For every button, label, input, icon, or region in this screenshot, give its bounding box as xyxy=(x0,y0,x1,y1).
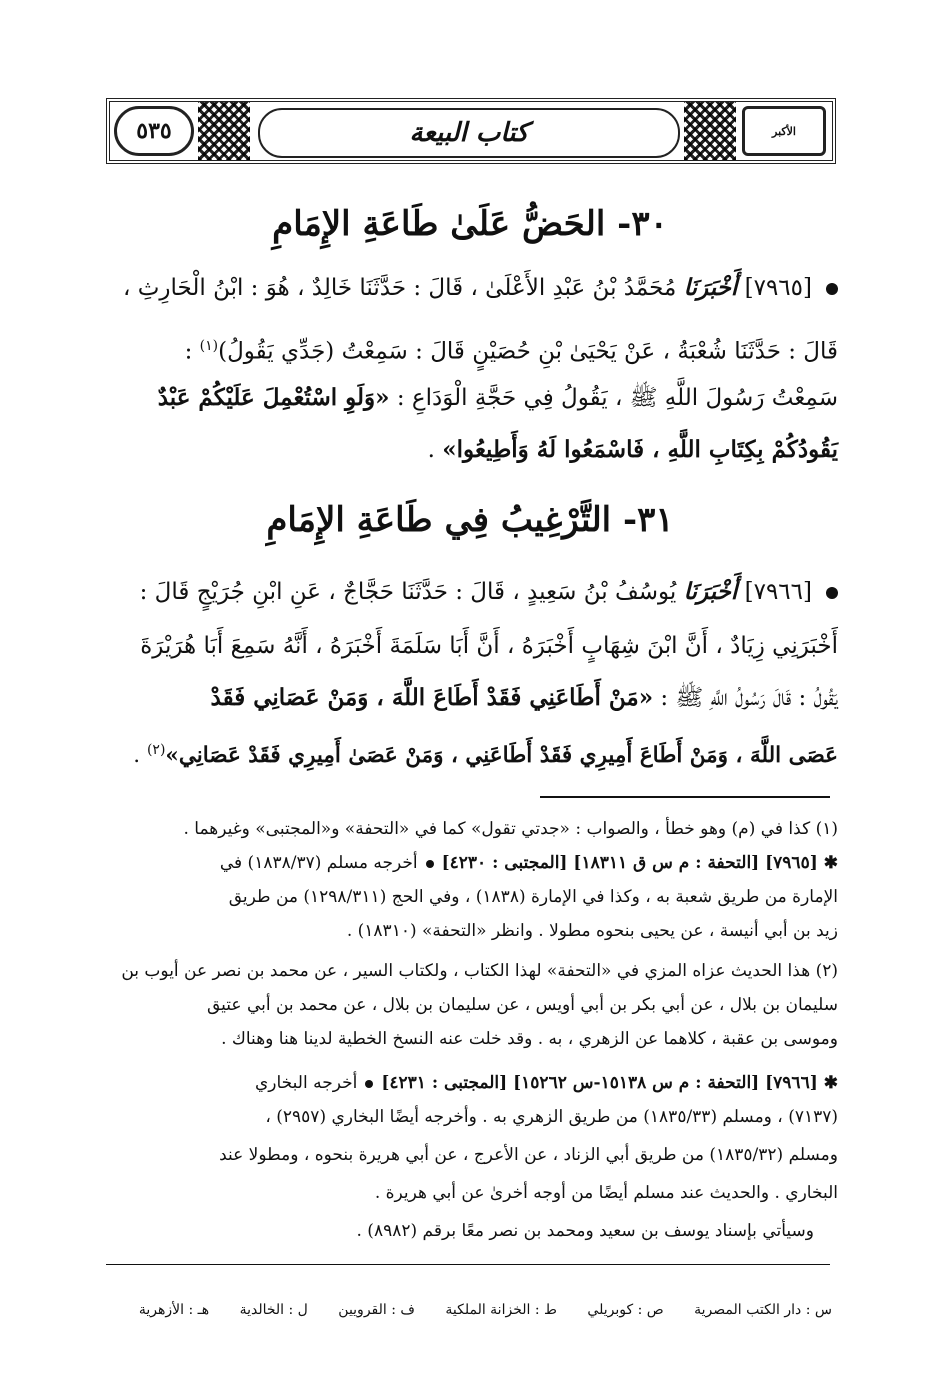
hadith-7965-line-4 xyxy=(120,428,838,472)
takhrij-text: أخرجه البخاري xyxy=(254,1073,358,1093)
takhrij-7966-line-3: ومسلم (١٨٣٥/٣٢) من طريق أبي الزناد ، عن الأعرج ، عن أبي هريرة بنحوه ، ومطولا عند xyxy=(219,1145,838,1165)
takhrij-7965-line-3: زيد بن أبي أنيسة ، عن يحيى بنحوه مطولا . وانظر «التحفة» (١٨٣١٠) . xyxy=(346,921,838,941)
header-ornament-left xyxy=(198,102,250,160)
prophetic-text: عَصَى اللَّهَ ، وَمَنْ أَطَاعَ أَمِيرِي فَقَدْ أَطَاعَنِي ، وَمَنْ عَصَىٰ أَمِيرِي فَقَدْ عَصَانِي» xyxy=(165,743,838,769)
hadith-7966-line-1 xyxy=(120,570,838,614)
hadith-7965-line-1 xyxy=(120,266,838,310)
page-header xyxy=(106,98,836,164)
footnote-1: (١) كذا في (م) وهو خطأ ، والصواب : «جدتي تقول» كما في «التحفة» و«المجتبى» وغيرهما . xyxy=(183,819,838,839)
takhrij-text: أخرجه مسلم (١٨٣٨/٣٧) في xyxy=(219,853,418,873)
punctuation: . xyxy=(427,437,443,463)
hadith-text: يَقُولُ : قَالَ رَسُولُ اللَّهِ ﷺ : xyxy=(653,685,838,711)
bullet-icon xyxy=(826,283,838,295)
footnote-separator xyxy=(540,796,830,798)
akhbarana-word: أَخْبَرَنَا xyxy=(683,274,738,301)
hadith-text: أَخْبَرَنِي زِيَادٌ ، أَنَّ ابْنَ شِهَابٍ أَخْبَرَهُ ، أَنَّ أَبَا سَلَمَةَ أَخْبَرَهُ ، أَنَّهُ سَمِعَ أَبَا هُرَيْرَةَ xyxy=(140,633,838,659)
takhrij-7965-line-1 xyxy=(108,846,838,880)
prophetic-text: «مَنْ أَطَاعَنِي فَقَدْ أَطَاعَ اللَّهَ ، وَمَنْ عَصَانِي فَقَدْ xyxy=(210,684,654,711)
takhrij-7966-line-1 xyxy=(108,1066,838,1100)
chapter-title-31: ٣١- التَّرْغِيبُ فِي طَاعَةِ الإِمَامِ xyxy=(266,500,674,540)
hadith-text: مُحَمَّدُ بْنُ عَبْدِ الأَعْلَىٰ ، قَالَ : حَدَّثَنَا خَالِدٌ ، هُوَ : ابْنُ الْحَارِثِ ، xyxy=(123,275,677,301)
takhrij-7966-line-5: وسيأتي بإسناد يوسف بن سعيد ومحمد بن نصر معًا برقم (٨٩٨٢) . xyxy=(356,1221,814,1241)
takhrij-7965-line-2: الإمارة من طريق شعبة به ، وكذا في الإمارة (١٨٣٨) ، وفي الحج (١٢٩٨/٣١١) من طريق xyxy=(228,887,838,907)
prophetic-text: يَقُودُكُمْ بِكِتَابِ اللَّهِ ، فَاسْمَعُوا لَهُ وَأَطِيعُوا» xyxy=(442,436,838,463)
asterisk-icon: ✱ xyxy=(823,853,838,873)
header-ornament-right xyxy=(684,102,736,160)
hadith-7966-line-3 xyxy=(120,676,838,720)
bullet-icon xyxy=(826,587,838,599)
hadith-text: سَمِعْتُ رَسُولَ اللَّهِ ﷺ ، يَقُولُ فِي حَجَّةِ الْوَدَاعِ : xyxy=(389,385,838,411)
footnote-2-line-3: وموسى بن عقبة ، كلاهما عن الزهري ، به . وقد خلت عنه النسخ الخطية لدينا هنا وهناك . xyxy=(221,1029,838,1049)
header-emblem: الأكبر xyxy=(742,106,826,156)
asterisk-icon: ✱ xyxy=(823,1073,838,1093)
punctuation: . xyxy=(133,743,147,769)
page-number: ٥٣٥ xyxy=(114,106,194,156)
footnote-ref: (٢) xyxy=(146,742,166,758)
running-title: كتاب البيعة xyxy=(258,108,680,158)
hadith-7965-line-2 xyxy=(120,324,838,368)
takhrij-7966-line-4: البخاري . والحديث عند مسلم أيضًا من أوجه أخرىٰ عن أبي هريرة . xyxy=(374,1183,838,1203)
chapter-title-30: ٣٠- الحَضُّ عَلَىٰ طَاعَةِ الإِمَامِ xyxy=(272,204,668,244)
manuscript-key-item: ل : الخالدية xyxy=(239,1302,308,1318)
manuscript-key-item: ف : القرويين xyxy=(338,1302,415,1318)
hadith-7965-line-3 xyxy=(120,376,838,420)
manuscript-key-item: ط : الخزانة الملكية xyxy=(445,1302,557,1318)
bottom-separator xyxy=(106,1264,830,1265)
hadith-number: [٧٩٦٦] xyxy=(744,579,812,605)
hadith-7966-line-4 xyxy=(120,728,838,772)
takhrij-reference: [٧٩٦٥] [التحفة : م س ق ١٨٣١١] [المجتبى : ٤٢٣٠] xyxy=(441,853,818,873)
hadith-text: يُوسُفُ بْنُ سَعِيدٍ ، قَالَ : حَدَّثَنَا حَجَّاجٌ ، عَنِ ابْنِ جُرَيْجٍ قَالَ : xyxy=(139,579,677,605)
footnote-2-line-1: (٢) هذا الحديث عزاه المزي في «التحفة» لهذا الكتاب ، ولكتاب السير ، عن محمد بن نصر عن أيوب بن xyxy=(121,961,838,981)
punctuation: : xyxy=(184,338,200,365)
hadith-text: قَالَ : حَدَّثَنَا شُعْبَةُ ، عَنْ يَحْيَىٰ بْنِ حُصَيْنٍ قَالَ : سَمِعْتُ (جَدِّي يَقُولُ) xyxy=(218,338,838,365)
manuscript-key-item: س : دار الكتب المصرية xyxy=(694,1302,832,1318)
bullet-icon xyxy=(365,1080,373,1088)
manuscript-key-item: هـ : الأزهرية xyxy=(138,1302,210,1318)
footnote-ref: (١) xyxy=(199,338,219,354)
footnote-2-line-2: سليمان بن بلال ، عن أبي بكر بن أبي أويس ، عن سليمان بن بلال ، عن محمد بن أبي عتيق xyxy=(206,995,838,1015)
takhrij-7966-line-2: (٧١٣٧) ، ومسلم (١٨٣٥/٣٣) من طريق الزهري به . وأخرجه أيضًا البخاري (٢٩٥٧) ، xyxy=(265,1107,838,1127)
hadith-7966-line-2 xyxy=(120,624,838,668)
akhbarana-word: أَخْبَرَنَا xyxy=(683,578,738,605)
takhrij-reference: [٧٩٦٦] [التحفة : م س ١٥١٣٨-س ١٥٢٦٢] [المجتبى : ٤٢٣١] xyxy=(381,1073,818,1093)
prophetic-text: «وَلَوِ اسْتُعْمِلَ عَلَيْكُمْ عَبْدٌ xyxy=(157,384,390,411)
manuscript-key xyxy=(108,1298,832,1322)
hadith-number: [٧٩٦٥] xyxy=(744,275,812,301)
manuscript-key-item: ص : كوبريلي xyxy=(587,1302,664,1318)
bullet-icon xyxy=(426,860,434,868)
